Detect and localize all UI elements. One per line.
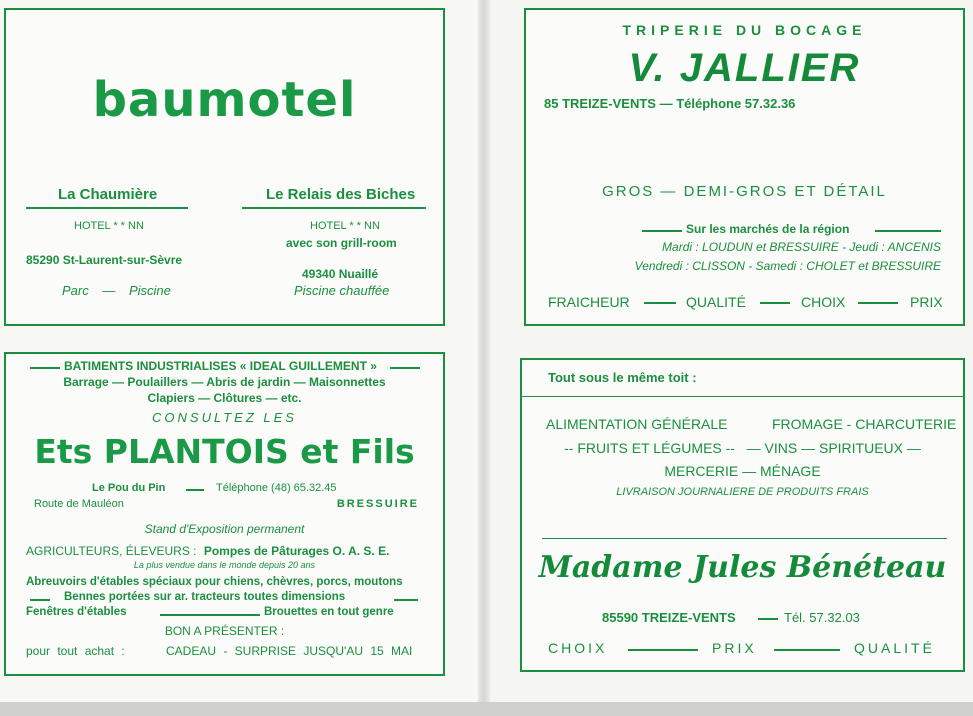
hotel-chaumiere-rating: HOTEL * * NN [74,220,144,232]
plantois-location: Le Pou du Pin [92,482,166,494]
beneteau-slogan-rule-2 [774,649,840,651]
plantois-header2: Barrage — Poulaillers — Abris de jardin — Maisonnettes [63,375,386,389]
address-rule [758,618,778,620]
plantois-road: Route de Mauléon [34,498,124,510]
slogan-rule-3 [858,302,898,304]
amenity-pool: Piscine [128,283,171,298]
farmers-lead: AGRICULTEURS, ÉLEVEURS : [26,544,197,558]
slogan-rule-1 [644,302,676,304]
hotel-chaumiere-rule [26,207,188,209]
baumotel-ad [4,8,445,326]
markets-rule-right [875,230,941,232]
jallier-name: V. JALLIER [628,46,861,90]
skips-rule-left [30,599,50,601]
scan-edge [0,702,973,716]
beneteau-name: Madame Jules Bénéteau [538,550,947,585]
farmers-line [26,544,389,558]
beneteau-line1a: ALIMENTATION GÉNÉRALE [546,416,728,432]
amenity-dash: — [102,283,116,298]
plantois-header3: Clapiers — Clôtures — etc. [147,391,302,405]
plantois-trough: Abreuvoirs d'étables spéciaux pour chiens, chèvres, porcs, moutons [26,576,403,588]
hotel-biches-name: Le Relais des Biches [266,186,416,203]
plantois-ad [4,352,445,676]
beneteau-address: 85590 TREIZE-VENTS [602,610,736,625]
hotel-chaumiere-amenities [62,283,171,298]
beneteau-mid-rule [542,538,947,539]
plantois-skips: Bennes portées sur ar. tracteurs toutes dimensions [64,591,346,603]
plantois-phone: Téléphone (48) 65.32.45 [216,482,337,494]
plantois-stand: Stand d'Exposition permanent [144,522,305,536]
skips-rule-right [394,599,418,601]
plantois-windows: Fenêtres d'étables [26,606,127,618]
page-fold [478,0,490,716]
plantois-gift-lead: pour tout achat : [26,644,125,658]
plantois-coupon: BON A PRÉSENTER : [164,624,285,638]
jallier-address: 85 TREIZE-VENTS — Téléphone 57.32.36 [544,96,796,111]
hotel-biches-amenity: Piscine chauffée [294,283,390,298]
baumotel-logo: baumotel [92,72,357,128]
farmers-product: Pompes de Pâturages O. A. S. E. [203,544,390,558]
markets-title: Sur les marchés de la région [686,222,850,236]
jallier-ad [524,8,965,326]
amenity-park: Parc [62,283,89,298]
hotel-biches-address: 49340 Nuaillé [302,267,379,281]
plantois-consult: CONSULTEZ LES [152,410,297,425]
hotel-chaumiere-address: 85290 St-Laurent-sur-Sèvre [26,253,183,267]
slogan-fraicheur: FRAICHEUR [548,294,630,310]
hotel-chaumiere-name: La Chaumière [58,186,158,203]
beneteau-phone: Tél. 57.32.03 [784,610,860,625]
hotel-biches-grill: avec son grill-room [286,236,397,250]
beneteau-ad [520,358,965,672]
beneteau-line1b: FROMAGE - CHARCUTERIE [772,416,957,432]
plantois-header1: BATIMENTS INDUSTRIALISES « IDEAL GUILLEMENT » [64,359,377,373]
beneteau-prix: PRIX [712,640,757,656]
plantois-gift: CADEAU - SURPRISE JUSQU'AU 15 MAI [166,644,413,658]
farmers-note: La plus vendue dans le monde depuis 20 ans [133,560,316,570]
slogan-rule-2 [760,302,790,304]
slogan-prix: PRIX [910,294,943,310]
beneteau-choix: CHOIX [548,640,608,656]
slogan-qualite: QUALITÉ [686,294,746,310]
header-rule-right [390,367,420,369]
location-rule [186,489,204,491]
jallier-tagline: TRIPERIE DU BOCAGE [622,22,867,38]
header-rule-left [30,367,60,369]
slogan-choix: CHOIX [801,294,846,310]
beneteau-intro: Tout sous le même toit : [548,370,697,385]
plantois-city: BRESSUIRE [336,498,419,510]
beneteau-qualite: QUALITÉ [854,640,935,656]
beneteau-intro-rule [522,396,963,397]
beneteau-line3: MERCERIE — MÉNAGE [664,463,821,479]
jallier-service: GROS — DEMI-GROS ET DÉTAIL [602,183,887,200]
plantois-wheelbarrows: Brouettes en tout genre [264,606,394,618]
beneteau-delivery: LIVRAISON JOURNALIERE DE PRODUITS FRAIS [616,486,869,498]
plantois-name: Ets PLANTOIS et Fils [34,432,415,471]
markets-line1: Mardi : LOUDUN et BRESSUIRE - Jeudi : ANCENIS [662,240,941,254]
hotel-biches-rating: HOTEL * * NN [310,220,380,232]
hotel-biches-rule [242,207,426,209]
beneteau-slogan-rule-1 [628,649,698,651]
markets-line2: Vendredi : CLISSON - Samedi : CHOLET et BRESSUIRE [634,259,941,273]
beneteau-line2: -- FRUITS ET LÉGUMES -- — VINS — SPIRITUEUX — [564,440,921,456]
windows-rule [160,614,260,616]
markets-rule-left [642,230,682,232]
